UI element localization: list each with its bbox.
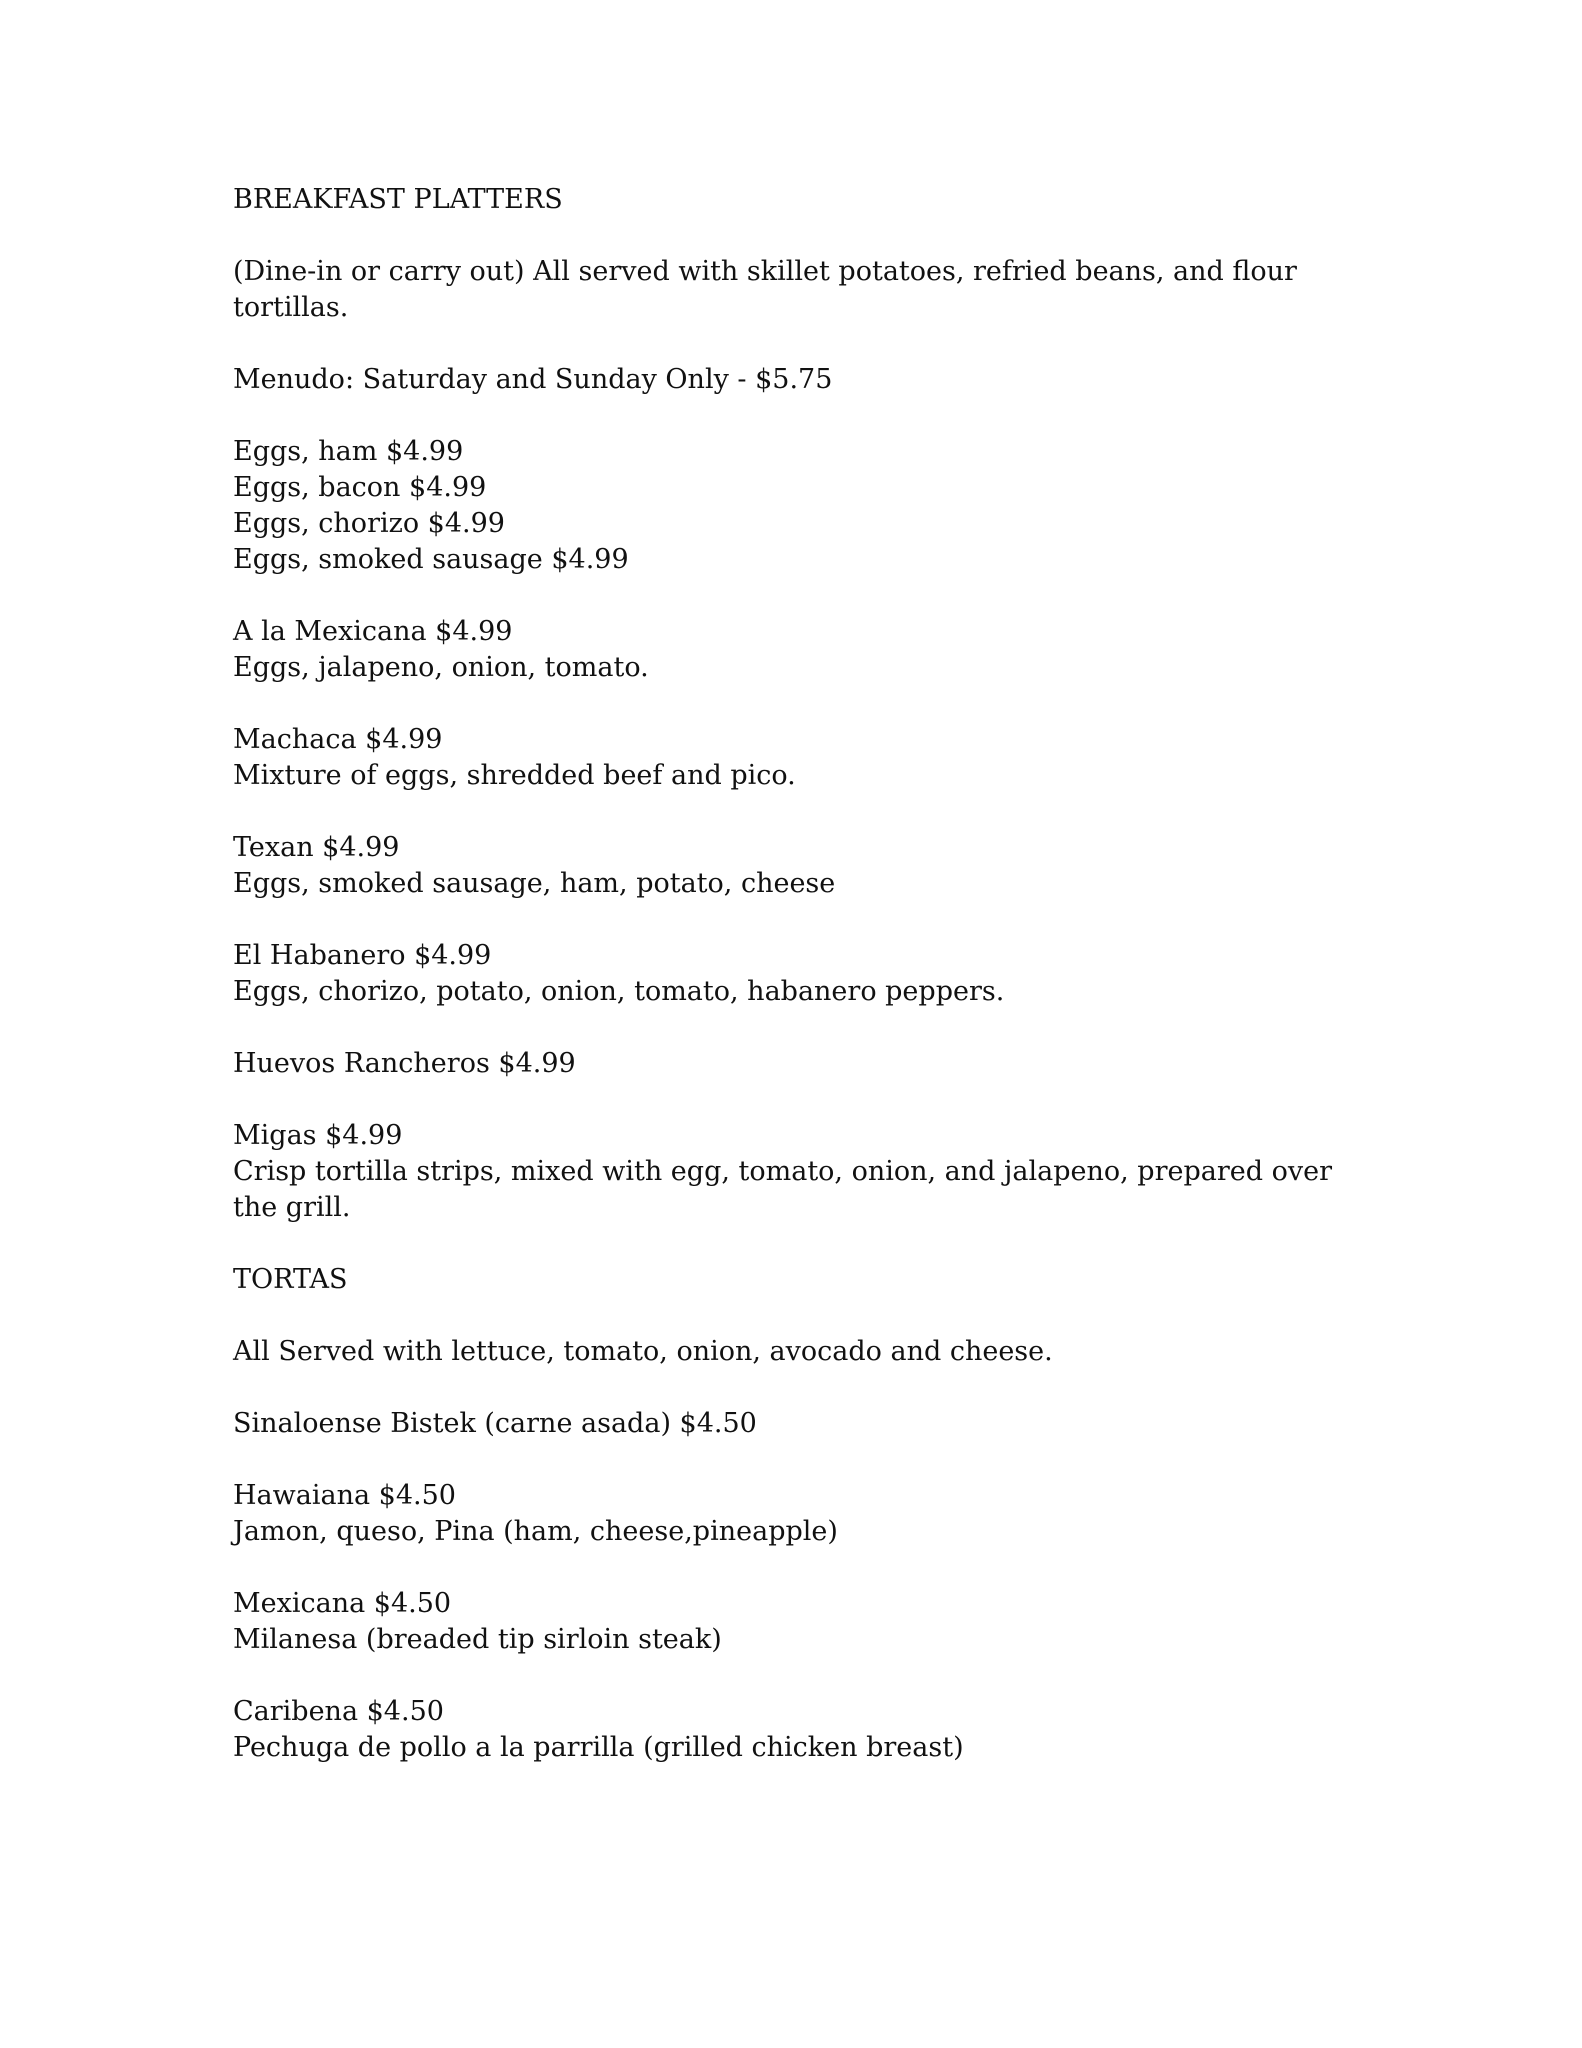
menu-item-machaca: Machaca $4.99: [233, 724, 443, 755]
menu-item-sinaloense: Sinaloense Bistek (carne asada) $4.50: [233, 1408, 757, 1439]
menu-content: [233, 182, 1353, 1766]
menu-item-texan: Texan $4.99: [233, 832, 400, 863]
breakfast-heading: BREAKFAST PLATTERS: [233, 184, 563, 215]
menu-item-mexicana-desc: Milanesa (breaded tip sirloin steak): [233, 1624, 722, 1655]
menu-item-eggs-smoked-sausage: Eggs, smoked sausage $4.99: [233, 544, 629, 575]
tortas-heading: TORTAS: [233, 1264, 348, 1295]
menu-item-a-la-mexicana-desc: Eggs, jalapeno, onion, tomato.: [233, 652, 649, 683]
breakfast-intro: (Dine-in or carry out) All served with skillet potatoes, refried beans, and flour tortillas.: [233, 256, 1306, 323]
menu-item-eggs-bacon: Eggs, bacon $4.99: [233, 472, 487, 503]
menu-item-el-habanero: El Habanero $4.99: [233, 940, 492, 971]
menu-item-a-la-mexicana: A la Mexicana $4.99: [233, 616, 513, 647]
menu-item-caribena: Caribena $4.50: [233, 1696, 444, 1727]
menu-item-migas-desc: Crisp tortilla strips, mixed with egg, tomato, onion, and jalapeno, prepared over the grill.: [233, 1156, 1341, 1223]
tortas-intro: All Served with lettuce, tomato, onion, avocado and cheese.: [233, 1336, 1053, 1367]
menu-item-machaca-desc: Mixture of eggs, shredded beef and pico.: [233, 760, 796, 791]
menu-item-huevos-rancheros: Huevos Rancheros $4.99: [233, 1048, 576, 1079]
menu-item-eggs-ham: Eggs, ham $4.99: [233, 436, 464, 467]
menudo-line: Menudo: Saturday and Sunday Only - $5.75: [233, 364, 833, 395]
menu-item-migas: Migas $4.99: [233, 1120, 403, 1151]
menu-item-mexicana: Mexicana $4.50: [233, 1588, 452, 1619]
menu-item-el-habanero-desc: Eggs, chorizo, potato, onion, tomato, habanero peppers.: [233, 976, 1005, 1007]
menu-item-eggs-chorizo: Eggs, chorizo $4.99: [233, 508, 505, 539]
menu-item-caribena-desc: Pechuga de pollo a la parrilla (grilled chicken breast): [233, 1732, 964, 1763]
menu-item-texan-desc: Eggs, smoked sausage, ham, potato, cheese: [233, 868, 836, 899]
menu-item-hawaiana: Hawaiana $4.50: [233, 1480, 456, 1511]
menu-item-hawaiana-desc: Jamon, queso, Pina (ham, cheese,pineapple): [233, 1516, 838, 1547]
